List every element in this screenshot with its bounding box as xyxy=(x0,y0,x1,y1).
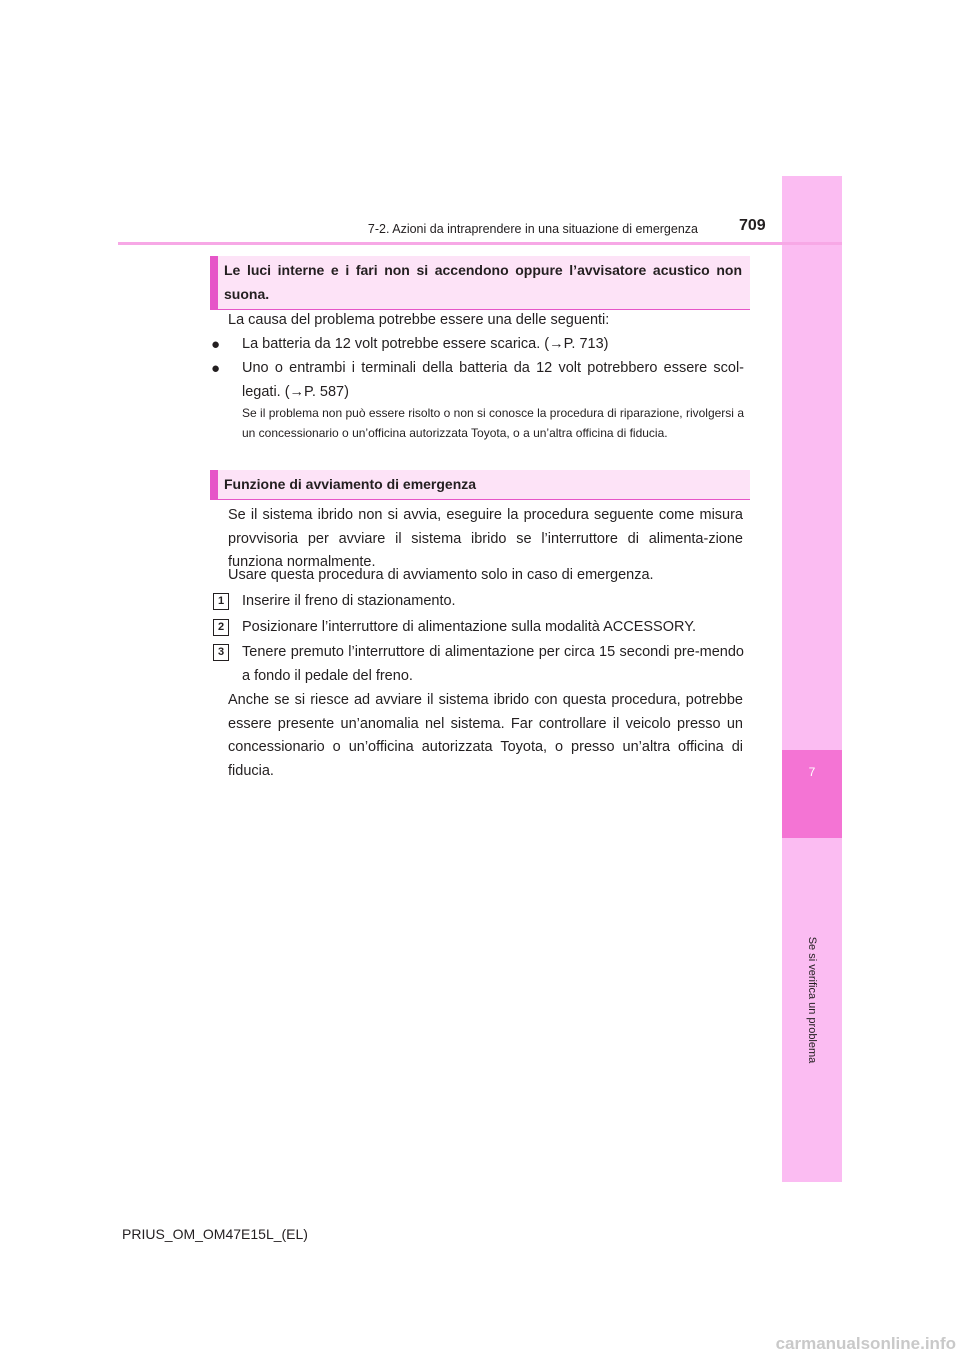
bullet-text: Uno o entrambi i terminali della batteria da 12 volt potrebbero essere scol-legati. (→P. 587) xyxy=(242,360,744,400)
page-number: 709 xyxy=(739,217,766,234)
list-item xyxy=(211,357,744,404)
section-heading-lights: Le luci interne e i fari non si accendono oppure l’avvisatore acustico non suona. xyxy=(210,256,750,310)
section2-intro-usage: Usare questa procedura di avviamento solo in caso di emergenza. xyxy=(228,567,654,583)
chapter-number: 7 xyxy=(808,765,816,779)
bullet-icon: ● xyxy=(211,360,221,377)
step-text: Posizionare l’interruttore di alimentazione sulla modalità ACCESSORY. xyxy=(242,619,697,635)
step-text: Tenere premuto l’interruttore di alimentazione per circa 15 secondi pre-mendo a fondo il pedale del freno. xyxy=(242,644,744,684)
section-heading-emergency-start: Funzione di avviamento di emergenza xyxy=(210,470,750,500)
step-number-badge: 3 xyxy=(213,644,229,661)
section1-note: Se il problema non può essere risolto o non si conosce la procedura di riparazione, rivolgersi a un concessionario o un’officina autorizzata Toyota, o a un’altra officina di fiducia. xyxy=(242,406,744,440)
chapter-title-vertical: Se si verifica un problema xyxy=(806,936,818,1064)
section2-closing: Anche se si riesce ad avviare il sistema ibrido con questa procedura, potrebbe essere presente un’anomalia nel sistema. Far controllare il veicolo presso un concessionario o un’officina autorizzata Toyota, o presso un’altra officina di fiducia. xyxy=(228,692,743,779)
document-code: PRIUS_OM_OM47E15L_(EL) xyxy=(122,1226,308,1242)
list-item xyxy=(211,616,744,640)
chapter-number-block xyxy=(782,750,842,838)
header-section-title: 7-2. Azioni da intraprendere in una situazione di emergenza xyxy=(367,222,698,236)
bullet-text: La batteria da 12 volt potrebbe essere scarica. (→P. 713) xyxy=(242,336,609,352)
step-text: Inserire il freno di stazionamento. xyxy=(242,593,456,609)
section1-intro: La causa del problema potrebbe essere una delle seguenti: xyxy=(228,312,610,328)
step-number-badge: 2 xyxy=(213,619,229,636)
watermark: carmanualsonline.info xyxy=(775,1334,956,1353)
list-item xyxy=(211,333,744,357)
step-number-badge: 1 xyxy=(213,593,229,610)
list-item xyxy=(211,590,744,614)
bullet-icon: ● xyxy=(211,336,221,353)
section2-intro: Se il sistema ibrido non si avvia, eseguire la procedura seguente come misura provvisoria per avviare il sistema ibrido se l’interruttore di alimenta-zione funziona normalmente. xyxy=(228,507,743,570)
list-item xyxy=(211,641,744,688)
header-rule xyxy=(118,242,842,245)
